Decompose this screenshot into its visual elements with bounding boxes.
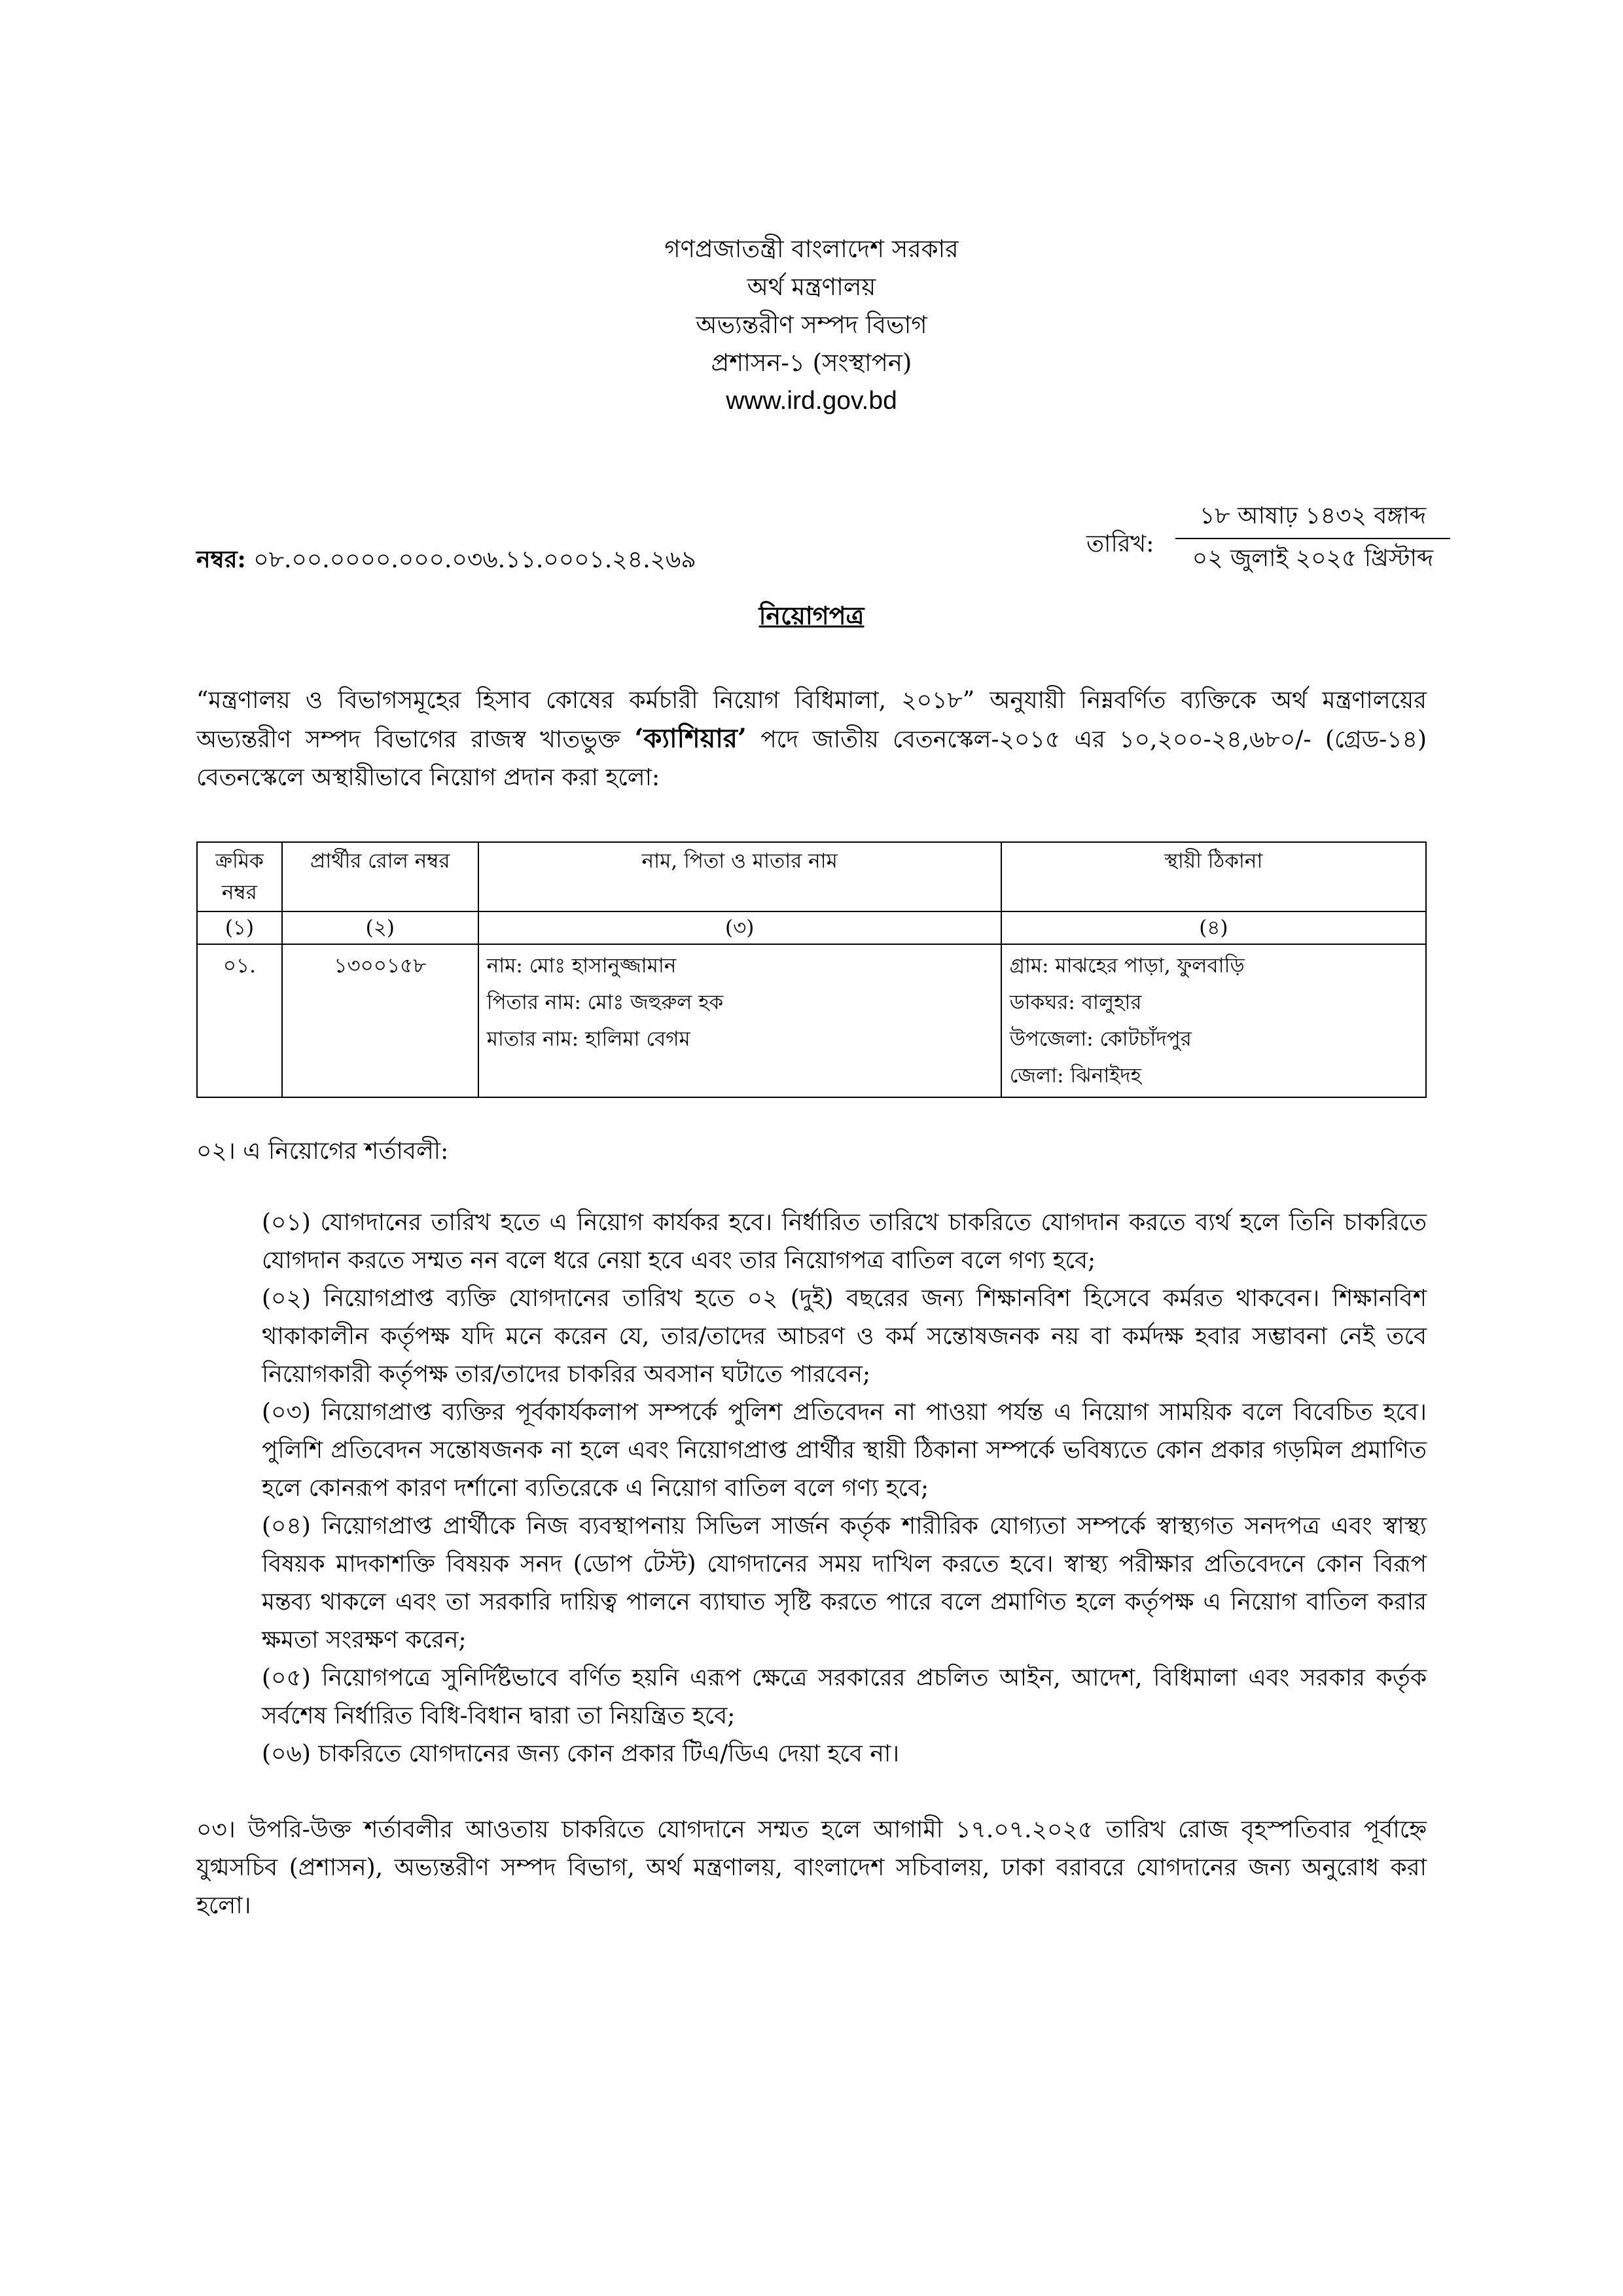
date-label: তারিখ: xyxy=(1086,531,1154,557)
address-post-office: ডাকঘর: বালুহার xyxy=(1009,991,1142,1014)
joining-instruction: ০৩। উপরি-উক্ত শর্তাবলীর আওতায় চাকরিতে যোগদানে সম্মত হলে আগামী ১৭.০৭.২০২৫ তারিখ রোজ বৃহস্পতিবার পূর্বাহ্নে যুগ্মসচিব (প্রশাসন), অভ্যন্তরীণ সম্পদ বিভাগ, অর্থ মন্ত্রণালয়, বাংলাদেশ সচিবালয়, ঢাকা বরাবরে যোগদানের জন্য অনুরোধ করা হলো। xyxy=(196,1816,1427,1919)
intro-text-1: “মন্ত্রণালয় ও বিভাগসমূহের হিসাব কোষের কর্মচারী নিয়োগ বিধিমালা, ২০১৮” অনুযায়ী নিম্নবর্ণিত ব্যক্তিকে অর্থ মন্ত্রণালয়ের অভ্যন্তরীণ সম্পদ বিভাগের রাজস্ব খাতভুক্ত xyxy=(196,687,1427,753)
serial-value: ০১. xyxy=(223,954,257,978)
intro-text-2: পদে জাতীয় বেতনস্কেল-২০১৫ এর ১০,২০০-২৪,৬৮০/- (গ্রেড-১৪) বেতনস্কেলে অস্থায়ীভাবে নিয়োগ প্রদান করা হলো: xyxy=(196,726,1427,791)
roll-value: ১৩০০১৫৮ xyxy=(334,954,427,978)
header-name: নাম, পিতা ও মাতার নাম xyxy=(478,842,1001,911)
memo-value: ০৮.০০.০০০০.০০০.০৩৬.১১.০০০১.২৪.২৬৯ xyxy=(253,546,696,573)
date-values xyxy=(1175,499,1450,578)
column-number-row xyxy=(197,911,1426,944)
table-header-row xyxy=(197,842,1426,911)
government-name: গণপ্রজাতন্ত্রী বাংলাদেশ সরকার xyxy=(664,235,959,263)
ministry-name: অর্থ মন্ত্রণালয় xyxy=(747,273,876,301)
condition-item: (০২) নিয়োগপ্রাপ্ত ব্যক্তি যোগদানের তারিখ হতে ০২ (দুই) বছরের জন্য শিক্ষানবিশ হিসেবে কর্মরত থাকবেন। শিক্ষানবিশ থাকাকালীন কর্তৃপক্ষ যদি মনে করেন যে, তার/তাদের আচরণ ও কর্ম সন্তোষজনক নয় বা কর্মদক্ষ হবার সম্ভাবনা নেই তবে নিয়োগকারী কর্তৃপক্ষ তার/তাদের চাকরির অবসান ঘটাতে পারবেন; xyxy=(262,1285,1427,1388)
table-row xyxy=(197,944,1426,1097)
condition-item: (০৪) নিয়োগপ্রাপ্ত প্রার্থীকে নিজ ব্যবস্থাপনায় সিভিল সার্জন কর্তৃক শারীরিক যোগ্যতা সম্পর্কে স্বাস্থ্যগত সনদপত্র এবং স্বাস্থ্য বিষয়ক মাদকাশক্তি বিষয়ক সনদ (ডোপ টেস্ট) যোগদানের সময় দাখিল করতে হবে। স্বাস্থ্য পরীক্ষার প্রতিবেদনে কোন বিরূপ মন্তব্য থাকলে এবং তা সরকারি দায়িত্ব পালনে ব্যাঘাত সৃষ্টি করতে পারে বলে প্রমাণিত হলে কর্তৃপক্ষ এ নিয়োগ বাতিল করার ক্ষমতা সংরক্ষণ করেন; xyxy=(262,1513,1427,1653)
document-title: নিয়োগপত্র xyxy=(758,601,865,630)
conditions-list xyxy=(262,1204,1427,1773)
appointment-table xyxy=(196,841,1427,1098)
address-upazila: উপজেলা: কোটচাঁদপুর xyxy=(1009,1027,1192,1051)
division-name: অভ্যন্তরীণ সম্পদ বিভাগ xyxy=(696,311,927,339)
condition-item: (০৩) নিয়োগপ্রাপ্ত ব্যক্তির পূর্বকার্যকলাপ সম্পর্কে পুলিশ প্রতিবেদন না পাওয়া পর্যন্ত এ নিয়োগ সাময়িক বলে বিবেচিত হবে। পুলিশি প্রতিবেদন সন্তোষজনক না হলে এবং নিয়োগপ্রাপ্ত প্রার্থীর স্থায়ী ঠিকানা সম্পর্কে ভবিষ্যতে কোন প্রকার গড়মিল প্রমাণিত হলে কোনরূপ কারণ দর্শানো ব্যতিরেকে এ নিয়োগ বাতিল বলে গণ্য হবে; xyxy=(262,1399,1427,1502)
address-district: জেলা: ঝিনাইদহ xyxy=(1009,1064,1141,1087)
letterhead xyxy=(0,230,1623,420)
condition-item: (০৫) নিয়োগপত্রে সুনির্দিষ্টভাবে বর্ণিত হয়নি এরূপ ক্ষেত্রে সরকারের প্রচলিত আইন, আদেশ, বিধিমালা এবং সরকার কর্তৃক সর্বশেষ নির্ধারিত বিধি-বিধান দ্বারা তা নিয়ন্ত্রিত হবে; xyxy=(262,1665,1427,1729)
website-link[interactable]: www.ird.gov.bd xyxy=(726,387,897,415)
col-num-3: (৩) xyxy=(478,911,1001,944)
date-block xyxy=(1086,499,1453,597)
serial-cell xyxy=(197,944,282,1097)
candidate-name: নাম: মোঃ হাসানুজ্জামান xyxy=(486,954,677,978)
condition-item: (০১) যোগদানের তারিখ হতে এ নিয়োগ কার্যকর হবে। নির্ধারিত তারিখে চাকরিতে যোগদান করতে ব্যর্থ হলে তিনি চাকরিতে যোগদান করতে সম্মত নন বলে ধরে নেয়া হবে এবং তার নিয়োগপত্র বাতিল বলে গণ্য হবে; xyxy=(262,1209,1427,1274)
header-serial: ক্রমিক নম্বর xyxy=(197,842,282,911)
conditions-heading: ০২। এ নিয়োগের শর্তাবলী: xyxy=(196,1138,449,1165)
col-num-4: (৪) xyxy=(1001,911,1426,944)
date-gregorian: ০২ জুলাই ২০২৫ খ্রিস্টাব্দ xyxy=(1192,545,1434,572)
address-village: গ্রাম: মাঝহের পাড়া, ফুলবাড়ি xyxy=(1009,954,1245,978)
header-roll: প্রার্থীর রোল নম্বর xyxy=(282,842,478,911)
name-cell xyxy=(478,944,1001,1097)
father-name: পিতার নাম: মোঃ জহুরুল হক xyxy=(486,991,724,1014)
section-name: প্রশাসন-১ (সংস্থাপন) xyxy=(711,349,912,377)
mother-name: মাতার নাম: হালিমা বেগম xyxy=(486,1027,690,1051)
address-cell xyxy=(1001,944,1426,1097)
post-title: ‘ক্যাশিয়ার’ xyxy=(634,723,747,754)
memo-number xyxy=(196,542,696,581)
roll-cell xyxy=(282,944,478,1097)
col-num-2: (২) xyxy=(282,911,478,944)
intro-paragraph xyxy=(196,682,1427,797)
header-address: স্থায়ী ঠিকানা xyxy=(1001,842,1426,911)
date-bangla: ১৮ আষাঢ় ১৪৩২ বঙ্গাব্দ xyxy=(1175,499,1450,539)
condition-item: (০৬) চাকরিতে যোগদানের জন্য কোন প্রকার টিএ/ডিএ দেয়া হবে না। xyxy=(262,1740,900,1767)
memo-label: নম্বর: xyxy=(196,546,246,573)
col-num-1: (১) xyxy=(197,911,282,944)
